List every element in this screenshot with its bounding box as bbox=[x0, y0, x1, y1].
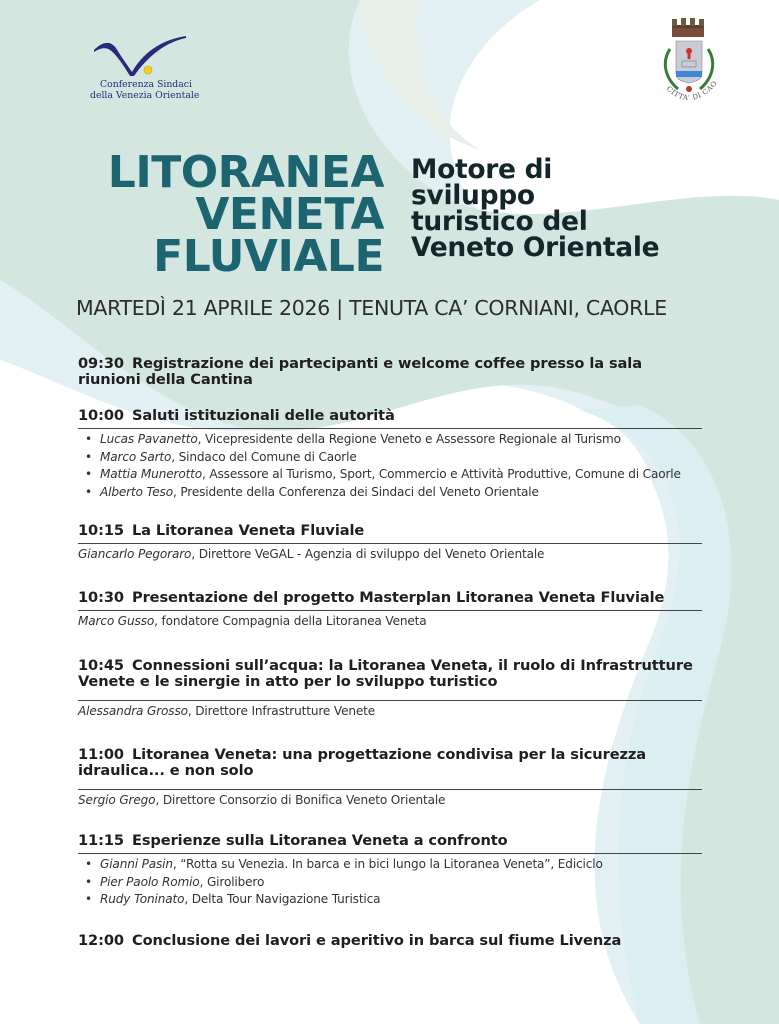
program-item-title bbox=[78, 933, 702, 949]
program-title-text: Registrazione dei partecipanti e welcome coffee presso la sala bbox=[131, 355, 642, 372]
speaker-name: Pier Paolo Romio bbox=[100, 874, 200, 889]
main-title bbox=[72, 147, 384, 282]
bullet-icon: • bbox=[85, 484, 92, 499]
speaker-item bbox=[78, 874, 702, 892]
subtitle-line: sviluppo bbox=[411, 180, 535, 211]
program-item bbox=[78, 356, 702, 388]
speaker-role: , fondatore Compagnia della Litoranea Veneta bbox=[154, 613, 427, 628]
program-title-text: Saluti istituzionali delle autorità bbox=[131, 407, 395, 424]
program-title-text: Conclusione dei lavori e aperitivo in barca sul fiume Livenza bbox=[131, 931, 622, 949]
speaker-line bbox=[78, 792, 702, 810]
divider-rule bbox=[78, 428, 702, 429]
speaker-line bbox=[78, 546, 702, 564]
speaker-item bbox=[78, 431, 702, 449]
speaker-line bbox=[78, 613, 702, 631]
speaker-name: Marco Sarto bbox=[100, 449, 172, 464]
program-time: 11:00 bbox=[78, 745, 124, 763]
speaker-role: , Direttore Infrastrutture Venete bbox=[187, 704, 376, 718]
divider-rule bbox=[78, 543, 702, 544]
bullet-icon: • bbox=[85, 874, 92, 889]
speaker-role: , Direttore Consorzio di Bonifica Veneto Orientale bbox=[155, 792, 446, 807]
speaker-list bbox=[78, 431, 702, 501]
program-item-title bbox=[78, 747, 702, 779]
speaker-name: Sergio Grego bbox=[78, 792, 156, 807]
citta-di-caorle-crest bbox=[652, 15, 724, 115]
speaker-name: Giancarlo Pegoraro bbox=[78, 547, 192, 561]
logo-caption-line2: della Venezia Orientale bbox=[90, 89, 200, 101]
event-date-location: MARTEDÌ 21 APRILE 2026 | TENUTA CA’ CORNIANI, CAORLE bbox=[76, 296, 667, 320]
speaker-role: , “Rotta su Venezia. In barca e in bici lungo la Litoranea Veneta”, Ediciclo bbox=[172, 857, 603, 871]
program-item bbox=[78, 658, 702, 721]
speaker-name: Mattia Munerotto bbox=[100, 467, 203, 481]
speaker-name: Alessandra Grosso bbox=[78, 704, 188, 718]
speaker-name: Lucas Pavanetto bbox=[100, 432, 198, 446]
program-item bbox=[78, 933, 702, 949]
speaker-item bbox=[78, 891, 702, 909]
crest-text: CITTA' DI CAO bbox=[664, 79, 719, 103]
main-title-line: VENETA bbox=[195, 189, 384, 240]
speaker-role: , Delta Tour Navigazione Turistica bbox=[184, 892, 381, 906]
program-schedule bbox=[78, 356, 702, 949]
speaker-item bbox=[78, 466, 702, 484]
subtitle-line: turistico del bbox=[411, 206, 588, 237]
speaker-name: Gianni Pasin bbox=[100, 857, 173, 871]
program-title-text: Esperienze sulla Litoranea Veneta a confronto bbox=[131, 832, 508, 849]
program-item-title bbox=[78, 408, 702, 424]
speaker-item bbox=[78, 856, 702, 874]
program-title-text: idraulica... e non solo bbox=[78, 761, 254, 779]
logo-caption-line1: Conferenza Sindaci bbox=[100, 79, 192, 90]
speaker-name: Rudy Toninato bbox=[100, 892, 185, 906]
speaker-role: , Presidente della Conferenza dei Sindaci del Veneto Orientale bbox=[172, 484, 539, 499]
divider-rule bbox=[78, 700, 702, 701]
program-title-text: Venete e le sinergie in atto per lo sviluppo turistico bbox=[78, 673, 498, 690]
coat-of-arms-icon bbox=[652, 15, 724, 115]
subtitle bbox=[411, 154, 660, 263]
speaker-role: , Assessore al Turismo, Sport, Commercio e Attività Produttive, Comune di Caorle bbox=[202, 467, 681, 481]
subtitle-line: Motore di bbox=[411, 154, 553, 185]
divider-rule bbox=[78, 610, 702, 611]
divider-rule bbox=[78, 853, 702, 854]
main-title-line: FLUVIALE bbox=[153, 231, 384, 282]
program-time: 10:30 bbox=[78, 588, 124, 606]
conferenza-sindaci-logo bbox=[84, 32, 204, 104]
speaker-name: Marco Gusso bbox=[78, 613, 155, 628]
program-item-title bbox=[78, 658, 702, 690]
program-item bbox=[78, 833, 702, 909]
program-time: 11:15 bbox=[78, 832, 124, 849]
bullet-icon: • bbox=[85, 432, 92, 446]
program-item bbox=[78, 747, 702, 810]
program-item-title bbox=[78, 356, 702, 388]
main-title-line: LITORANEA bbox=[107, 147, 384, 198]
program-title-text: La Litoranea Veneta Fluviale bbox=[131, 522, 365, 539]
subtitle-line: Veneto Orientale bbox=[411, 232, 660, 263]
divider-rule bbox=[78, 789, 702, 790]
bullet-icon: • bbox=[85, 467, 92, 481]
program-item bbox=[78, 590, 702, 631]
program-item bbox=[78, 523, 702, 564]
program-time: 12:00 bbox=[78, 931, 124, 949]
bullet-icon: • bbox=[85, 892, 92, 906]
program-title-text: Litoranea Veneta: una progettazione condivisa per la sicurezza bbox=[131, 745, 647, 763]
bullet-icon: • bbox=[85, 449, 92, 464]
speaker-role: , Sindaco del Comune di Caorle bbox=[171, 449, 357, 464]
speaker-role: , Direttore VeGAL - Agenzia di sviluppo del Veneto Orientale bbox=[191, 547, 545, 561]
bullet-icon: • bbox=[85, 857, 92, 871]
speaker-role: , Vicepresidente della Regione Veneto e Assessore Regionale al Turismo bbox=[197, 432, 621, 446]
program-title-text: Presentazione del progetto Masterplan Litoranea Veneta Fluviale bbox=[131, 588, 665, 606]
v-swoosh-logo-icon bbox=[88, 32, 188, 80]
speaker-list bbox=[78, 856, 702, 909]
program-item-title bbox=[78, 590, 702, 606]
program-time: 10:45 bbox=[78, 657, 124, 674]
program-item bbox=[78, 408, 702, 501]
speaker-line bbox=[78, 703, 702, 721]
speaker-name: Alberto Teso bbox=[100, 484, 173, 499]
program-item-title bbox=[78, 523, 702, 539]
speaker-role: , Girolibero bbox=[199, 874, 265, 889]
program-title-text: riunioni della Cantina bbox=[78, 371, 253, 388]
program-title-text: Connessioni sull’acqua: la Litoranea Veneta, il ruolo di Infrastrutture bbox=[131, 657, 693, 674]
program-item-title bbox=[78, 833, 702, 849]
program-time: 09:30 bbox=[78, 355, 124, 372]
program-time: 10:00 bbox=[78, 407, 124, 424]
speaker-item bbox=[78, 484, 702, 502]
program-time: 10:15 bbox=[78, 522, 124, 539]
speaker-item bbox=[78, 449, 702, 467]
